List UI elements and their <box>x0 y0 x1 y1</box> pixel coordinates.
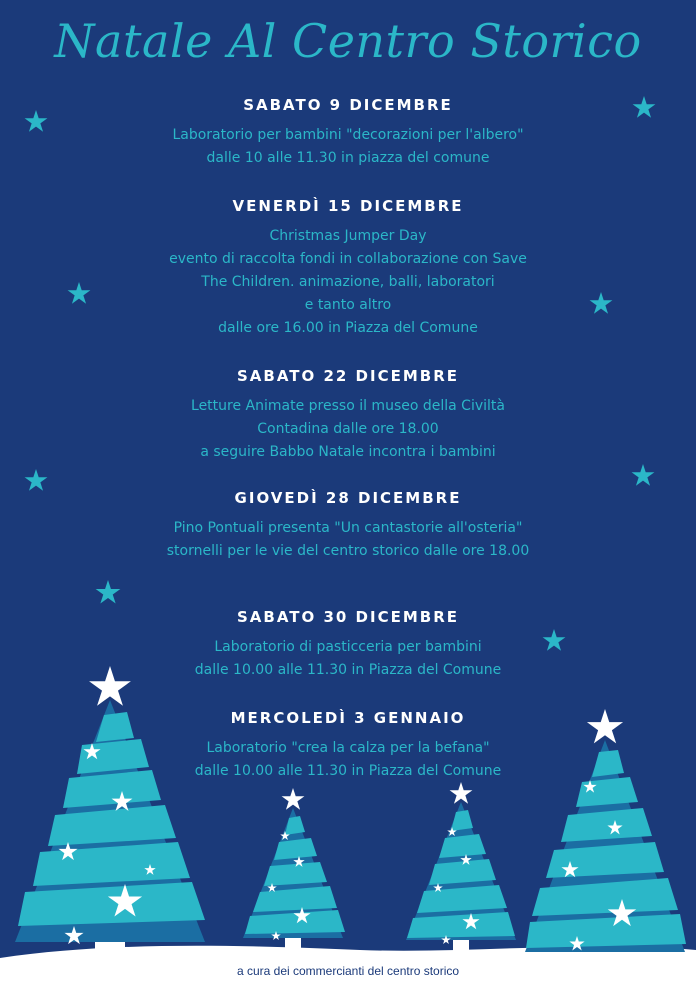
christmas-tree-icon <box>243 788 345 954</box>
event-description-line: dalle 10.00 alle 11.30 in Piazza del Comune <box>194 662 502 678</box>
event-block <box>0 487 696 563</box>
event-block <box>0 707 696 783</box>
event-description-line: The Children. animazione, balli, laboratori <box>201 274 495 290</box>
event-description-line: Laboratorio "crea la calza per la befana" <box>206 740 490 756</box>
event-date: SABATO 9 DICEMBRE <box>243 96 453 114</box>
event-description-line: dalle ore 16.00 in Piazza del Comune <box>218 320 478 336</box>
event-date: SABATO 22 DICEMBRE <box>236 367 460 385</box>
event-block <box>0 365 696 464</box>
event-block <box>0 94 696 170</box>
event-date: GIOVEDÌ 28 DICEMBRE <box>234 489 462 507</box>
star-icon <box>96 580 121 604</box>
event-description-line: evento di raccolta fondi in collaborazione con Save <box>169 251 527 267</box>
event-description-line: Laboratorio per bambini "decorazioni per l'albero" <box>172 127 524 143</box>
event-description-line: dalle 10 alle 11.30 in piazza del comune <box>206 150 490 166</box>
event-block <box>0 195 696 340</box>
event-description-line: a seguire Babbo Natale incontra i bambini <box>200 444 496 460</box>
event-date: MERCOLEDÌ 3 GENNAIO <box>230 709 466 727</box>
event-description-line: Christmas Jumper Day <box>269 228 427 244</box>
poster-title: Natale Al Centro Storico <box>54 14 642 68</box>
christmas-tree-icon <box>406 782 516 954</box>
event-description-line: Laboratorio di pasticceria per bambini <box>214 639 482 655</box>
event-date: SABATO 30 DICEMBRE <box>236 608 460 626</box>
event-description-line: e tanto altro <box>304 297 392 313</box>
event-date: VENERDÌ 15 DICEMBRE <box>232 197 464 215</box>
event-block <box>0 606 696 682</box>
event-description-line: Contadina dalle ore 18.00 <box>257 421 439 437</box>
event-description-line: Letture Animate presso il museo della Civiltà <box>191 398 505 414</box>
event-description-line: Pino Pontuali presenta "Un cantastorie all'osteria" <box>173 520 523 536</box>
event-description-line: stornelli per le vie del centro storico dalle ore 18.00 <box>166 543 530 559</box>
footer-credit: a cura dei commercianti del centro storico <box>236 964 460 978</box>
star-icon <box>632 464 655 486</box>
event-description-line: dalle 10.00 alle 11.30 in Piazza del Comune <box>194 763 502 779</box>
